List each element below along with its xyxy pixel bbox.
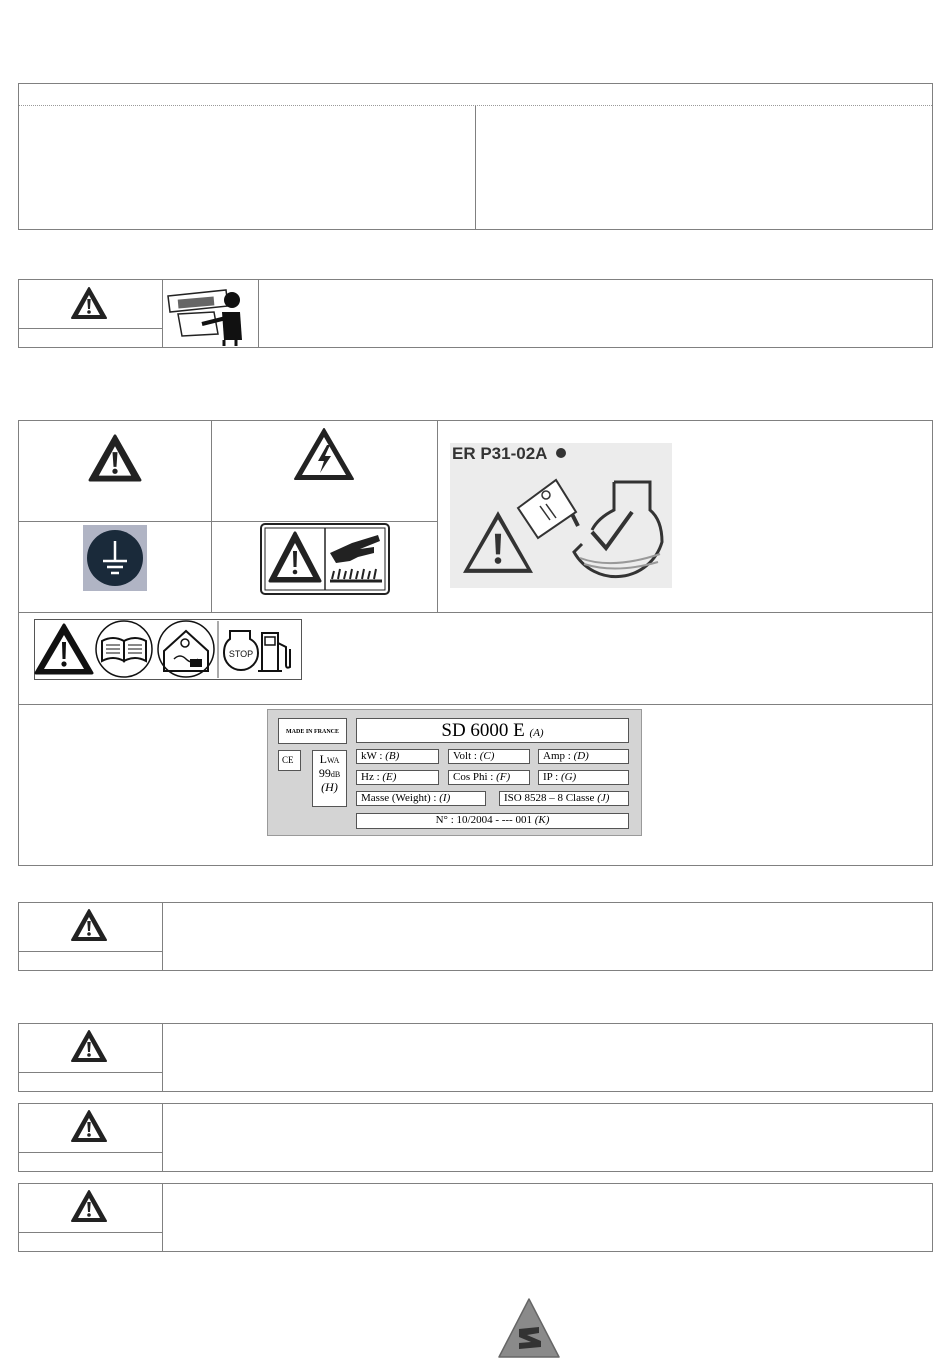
warning-triangle-icon — [71, 286, 107, 320]
divider — [162, 903, 163, 970]
warning-row-1 — [18, 279, 933, 348]
divider — [211, 421, 212, 612]
warning-row-3 — [18, 1023, 933, 1092]
divider — [19, 328, 162, 329]
oil-fill-icon — [512, 470, 672, 585]
warning-triangle-icon — [88, 433, 142, 483]
nameplate-lwa: LWA 99dB (H) — [312, 750, 347, 807]
nameplate-field-kw: kW : (B) — [356, 749, 439, 764]
warning-triangle-icon — [71, 908, 107, 942]
divider — [19, 704, 932, 705]
divider — [19, 612, 932, 613]
read-manual-icon — [96, 621, 152, 677]
toxic-fumes-icon — [158, 621, 214, 677]
nameplate-serial: N° : 10/2004 - --- 001 (K) — [356, 813, 629, 829]
nameplate-field-volt: Volt : (C) — [448, 749, 530, 764]
earth-ground-icon — [83, 525, 147, 591]
warning-triangle-icon — [71, 1029, 107, 1063]
nameplate-field-amp: Amp : (D) — [538, 749, 629, 764]
nameplate-made-in: MADE IN FRANCE — [278, 718, 347, 744]
divider — [19, 1152, 162, 1153]
nameplate-ce: CE — [278, 750, 301, 771]
divider — [19, 1072, 162, 1073]
divider — [437, 421, 438, 612]
electric-hazard-icon — [293, 427, 355, 482]
nameplate-field-hz: Hz : (E) — [356, 770, 439, 785]
stop-label: STOP — [228, 649, 254, 659]
nameplate-field-weight: Masse (Weight) : (I) — [356, 791, 486, 806]
divider — [162, 1104, 163, 1171]
manual-reading-icon — [166, 284, 254, 346]
warning-triangle-icon — [71, 1109, 107, 1143]
oil-sticker-code: ER P31-02A — [452, 444, 548, 463]
pictogram-strip — [34, 619, 302, 680]
nameplate-field-ip: IP : (G) — [538, 770, 629, 785]
header-column-divider — [475, 106, 476, 229]
nameplate-field-iso: ISO 8528 – 8 Classe (J) — [499, 791, 629, 806]
divider — [162, 1024, 163, 1091]
warning-row-5 — [18, 1183, 933, 1252]
divider — [162, 1184, 163, 1251]
warning-row-2 — [18, 902, 933, 971]
warning-triangle-icon — [71, 1189, 107, 1223]
nameplate — [267, 709, 642, 836]
divider — [19, 1232, 162, 1233]
divider — [162, 280, 163, 347]
nameplate-model: SD 6000 E (A) — [356, 718, 629, 743]
hot-surface-icon — [260, 523, 390, 595]
divider — [19, 951, 162, 952]
divider — [19, 521, 437, 522]
divider — [258, 280, 259, 347]
warning-row-4 — [18, 1103, 933, 1172]
company-logo-icon — [497, 1297, 561, 1359]
nameplate-field-cosphi: Cos Phi : (F) — [448, 770, 530, 785]
record-dot-icon — [555, 447, 567, 459]
